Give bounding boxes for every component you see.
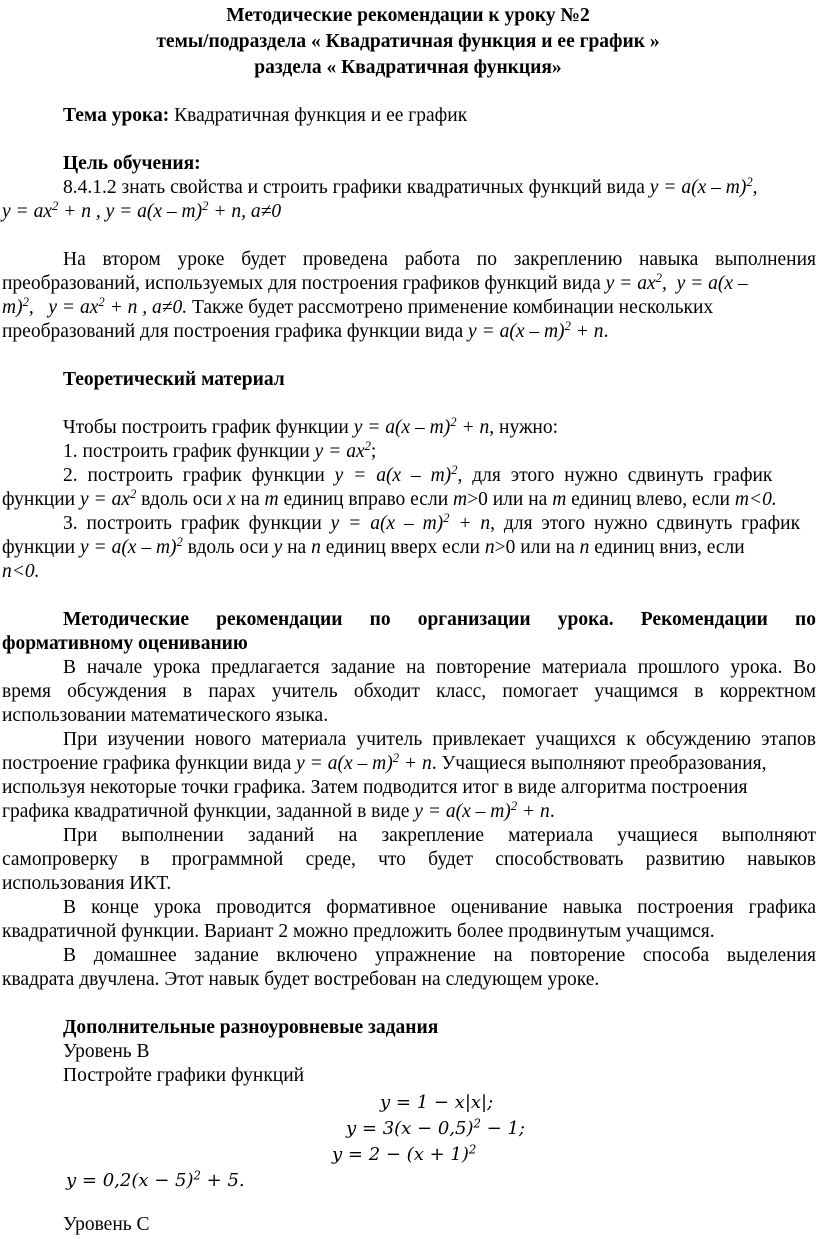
step1-text: 1. построить график функции <box>63 441 315 462</box>
s2b-1: функции <box>2 489 80 510</box>
f4-main: y = 0,2(x − 5) <box>66 1170 194 1191</box>
methods-c3: использования ИКТ. <box>2 873 172 894</box>
theory-step-2b <box>2 488 816 512</box>
b2-end: . Учащиеся выполняют преобразования, <box>431 753 767 774</box>
intro-formula-d: y = ax <box>48 297 99 318</box>
intro-formula-g: + n <box>570 321 604 342</box>
theory-formula: y = a(x – m) <box>353 417 451 438</box>
doc-title-line-2: темы/подраздела « Квадратичная функция и ее график » <box>156 31 660 52</box>
goal-formula-2: y = ax <box>2 201 52 222</box>
goal-line-1: 8.4.1.2 знать свойства и строить графики квадратичных функций вида y = a(x – m)$^2$, <box>63 175 758 198</box>
methods-a2: время обсуждения в парах учитель обходит класс, помогает учащимся в корректном <box>2 681 816 702</box>
sq: 2 <box>193 1168 201 1183</box>
s2b-m: m <box>264 489 279 510</box>
sq: 2 <box>202 199 209 214</box>
methods-b1: При изучении нового материала учитель привлекает учащихся к обсуждению этапов <box>63 729 816 750</box>
b2-text: построение графика функции вида <box>2 753 297 774</box>
s3b-2: вдоль оси <box>182 537 274 558</box>
methods-a3: использовании математического языка. <box>2 705 329 726</box>
s3b-4: единиц вверх если <box>320 537 485 558</box>
theory-title: Теоретический материал <box>63 369 285 390</box>
sq: 2 <box>655 271 662 286</box>
goal-line-2 <box>2 200 802 224</box>
formula-2 <box>346 1117 646 1141</box>
doc-title-line-3: раздела « Квадратичная функция» <box>254 57 562 78</box>
s2b-f: y = ax <box>80 489 130 510</box>
sq: 2 <box>564 319 571 334</box>
methods-d1: В конце урока проводится формативное оценивание навыка построения графика <box>63 897 816 918</box>
intro-text-2: преобразований, используемых для построения графиков функций вида <box>2 273 606 294</box>
s3b-6: единиц вниз, если <box>589 537 745 558</box>
b4-formula: y = a(x – m) <box>414 801 511 822</box>
b2-formula: y = a(x – m) <box>296 753 393 774</box>
s3b-n: n <box>311 537 321 558</box>
theory-step-2a <box>63 464 816 488</box>
s2b-m2: m <box>453 489 468 510</box>
intro-formula-c: m) <box>2 297 23 318</box>
step3-text-end: , для этого нужно сдвинуть график <box>490 513 801 534</box>
sq: 2 <box>746 175 753 190</box>
step3-formula: y = a(x – m) <box>330 513 444 534</box>
formula-3 <box>332 1143 632 1167</box>
s2b-2: вдоль оси <box>136 489 228 510</box>
theory-step-3c: n<0. <box>2 561 40 582</box>
goal-formula-1: y = a(x – m) <box>649 177 747 198</box>
intro-formula-b: y = a(x – <box>676 273 748 294</box>
s2b-4: единиц вправо если <box>278 489 454 510</box>
s2b-6: единиц влево, если <box>566 489 735 510</box>
sq: 2 <box>451 463 458 478</box>
goal-formula-3: + n , y = a(x – m) <box>58 201 203 222</box>
methods-c1: При выполнении заданий на закрепление материала учащиеся выполняют <box>63 825 816 846</box>
s2b-m4: m<0. <box>734 489 777 510</box>
methods-title-1: Методические рекомендации по организации урока. Рекомендации по <box>63 609 816 630</box>
s3b-n3: n <box>579 537 590 558</box>
step2-text: 2. построить график функции <box>63 465 335 486</box>
formula-1: y = 1 − x|x|; <box>380 1092 494 1113</box>
methods-b3: используя некоторые точки графика. Затем подводится итог в виде алгоритма построения <box>2 777 748 798</box>
topic-value: Квадратичная функция и ее график <box>169 105 468 126</box>
s3b-y: y <box>273 537 283 558</box>
intro-formula-a: y = ax <box>605 273 656 294</box>
intro-formula-e: + n , a≠0. <box>104 297 188 318</box>
sq: 2 <box>392 751 400 766</box>
topic-label: Тема урока: <box>63 105 170 126</box>
step3-text: 3. построить график функции <box>63 513 331 534</box>
sq: 2 <box>443 511 450 526</box>
f4-tail: + 5. <box>200 1170 245 1191</box>
theory-text-end: , нужно: <box>489 417 559 438</box>
intro-formula-f: y = a(x – m) <box>468 321 565 342</box>
sq: 2 <box>510 799 518 814</box>
f2-main: y = 3(x − 0,5) <box>346 1118 474 1139</box>
s2b-m3: m <box>552 489 567 510</box>
theory-step-1: 1. построить график функции $y = ax^2$; <box>63 439 377 462</box>
intro-line-3: m)$^2$, $y = ax^2 + n$ , a≠0. Также будет рассмотрено применение комбинации нескольких <box>2 295 714 318</box>
methods-c2: самопроверку в программной среде, что будет способствовать развитию навыков <box>2 849 816 870</box>
theory-step-3a <box>63 512 816 536</box>
methods-title-2: формативному оцениванию <box>2 633 248 654</box>
sq: 2 <box>450 415 457 430</box>
s2b-x: x <box>227 489 236 510</box>
sq: 2 <box>176 535 183 550</box>
extra-instruction: Постройте графики функций <box>63 1065 305 1086</box>
extra-title: Дополнительные разноуровневые задания <box>63 1017 439 1038</box>
s3b-3: на <box>282 537 312 558</box>
methods-a1: В начале урока предлагается задание на повторение материала прошлого урока. Во <box>63 657 816 678</box>
methods-d2: квадратичной функции. Вариант 2 можно предложить более продвинутым учащимся. <box>2 921 715 942</box>
methods-b2 <box>2 752 816 776</box>
theory-intro <box>63 416 803 440</box>
s3b-1: функции <box>2 537 80 558</box>
f3-main: y = 2 − (x + 1) <box>332 1144 469 1165</box>
sq: 2 <box>98 295 105 310</box>
step2-text-end: , для этого нужно сдвинуть график <box>457 465 773 486</box>
intro-text-4: преобразований для построения графика функции вида <box>2 321 469 342</box>
theory-formula-2: + n <box>456 417 490 438</box>
goal-label: Цель обучения: <box>63 153 201 174</box>
s2b-3: на <box>235 489 265 510</box>
step1-formula: y = ax <box>314 441 365 462</box>
s2b-5: >0 или на <box>467 489 553 510</box>
doc-title-line-1: Методические рекомендации к уроку №2 <box>226 5 590 26</box>
intro-line-4: преобразований для построения графика функции вида y = a(x – m)$^2$ + n. <box>2 319 609 342</box>
lesson-topic <box>63 104 803 128</box>
s3b-5: >0 или на <box>494 537 580 558</box>
theory-step-3b <box>2 536 816 560</box>
sq: 2 <box>473 1116 481 1131</box>
sq: 2 <box>364 439 371 454</box>
step2-formula: y = a(x – m) <box>334 465 452 486</box>
sq: 2 <box>468 1142 477 1157</box>
methods-e1: В домашнее задание включено упражнение на повторение способа выделения <box>63 945 816 966</box>
sq: 2 <box>22 295 29 310</box>
level-b-label: Уровень В <box>63 1041 150 1062</box>
b2-formula-2: + n <box>399 753 432 774</box>
goal-text: 8.4.1.2 знать свойства и строить графики квадратичных функций вида <box>63 177 650 198</box>
methods-e2: квадрата двучлена. Этот навык будет востребован на следующем уроке. <box>2 969 600 990</box>
theory-text: Чтобы построить график функции <box>63 417 354 438</box>
intro-line-2: преобразований, используемых для построения графиков функций вида $y = ax^2$, y = a(x – <box>2 271 748 294</box>
formula-4 <box>66 1169 366 1193</box>
methods-b4 <box>2 800 816 824</box>
b4-end: . <box>549 801 555 822</box>
s3b-f: y = a(x – m) <box>80 537 177 558</box>
step3-formula-2: + n <box>449 513 491 534</box>
sq: 2 <box>51 199 59 214</box>
sq: 2 <box>129 487 137 502</box>
b4-text: графика квадратичной функции, заданной в виде <box>2 801 415 822</box>
goal-formula-4: + n, a≠0 <box>208 201 282 222</box>
intro-text-3: Также будет рассмотрено применение комбинации нескольких <box>187 297 714 318</box>
s3b-n2: n <box>484 537 495 558</box>
intro-line-1: На втором уроке будет проведена работа по закреплению навыка выполнения <box>63 249 816 270</box>
level-c-label: Уровень С <box>63 1214 150 1235</box>
f2-tail: − 1; <box>480 1118 525 1139</box>
b4-formula-2: + n <box>517 801 550 822</box>
